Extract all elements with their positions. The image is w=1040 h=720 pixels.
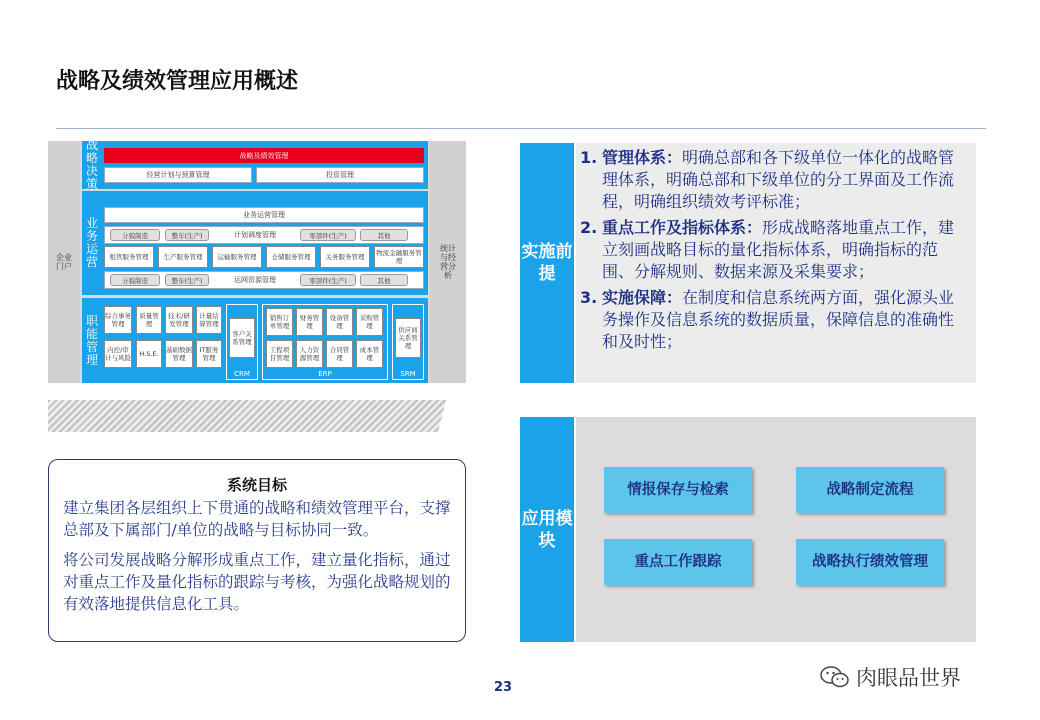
system-goal-title: 系统目标 (226, 476, 287, 494)
modules-panel (576, 417, 976, 642)
band-strategy-label: 战略决策 (85, 138, 98, 191)
module-execution-performance[interactable]: 战略执行绩效管理 (796, 539, 944, 585)
premise-item-text: 在制度和信息系统两方面，强化源头业务操作及信息系统的数据质量，保障信息的准确性和及时性； (602, 288, 955, 351)
row1-item: 计划调度管理 (214, 229, 296, 241)
erp-item: 设备管理 (326, 308, 353, 336)
hatched-divider (48, 400, 446, 432)
erp-item: 销售订单管理 (266, 308, 293, 336)
premise-item-head: 管理体系： (602, 148, 683, 167)
row1-item: 整车(生产) (165, 229, 209, 241)
row1-item: 分貌制造 (110, 229, 160, 241)
func-item: 内控/审计与风险 (104, 340, 132, 368)
erp-label: ERP (318, 370, 332, 378)
wechat-icon (820, 665, 850, 689)
erp-item: 人力资源管理 (296, 340, 323, 368)
crm-label: CRM (234, 370, 250, 378)
row2-item: 关务服务管理 (320, 246, 370, 268)
modules-tag: 应用模块 (520, 417, 574, 642)
premise-item (580, 147, 966, 213)
biz-ops-box: 业务运营管理 (104, 207, 424, 223)
func-item: 技术/研发管理 (165, 306, 193, 334)
module-key-work-tracking[interactable]: 重点工作跟踪 (604, 539, 752, 585)
system-goal-paragraph: 建立集团各层组织上下贯通的战略和绩效管理平台，支撑总部及下属部门/单位的战略与目标协同一致。 (63, 499, 451, 539)
erp-item: 财务管理 (296, 308, 323, 336)
row3-item: 分貌制造 (110, 274, 160, 286)
premise-item-head: 重点工作及指标体系： (602, 218, 763, 237)
band-operations-label: 业务运营 (85, 216, 98, 269)
system-goal-box (48, 459, 466, 642)
page-number: 23 (494, 680, 513, 695)
func-item: 质量管理 (136, 306, 162, 334)
crm-box: 客户关系管理 (229, 318, 255, 358)
page-title: 战略及绩效管理应用概述 (56, 69, 299, 94)
row3-item: 运网资源管理 (214, 274, 296, 286)
premise-item-text: 明确总部和各下级单位一体化的战略管理体系，明确总部和下级单位的分工界面及工作流程，明确组织绩效考评标准； (602, 148, 955, 211)
row2-item: 物流金融服务管理 (374, 246, 424, 268)
watermark-text: 肉眼品世界 (856, 666, 961, 690)
erp-item: 采购管理 (356, 308, 383, 336)
invest-box: 投资管理 (256, 167, 424, 183)
srm-box: 供应商关系管理 (395, 318, 421, 358)
stats-label: 统计与经营分析 (440, 244, 456, 280)
portal-label: 企业门户 (56, 253, 72, 271)
func-item: 综合事务管理 (104, 306, 132, 334)
stats-column (430, 141, 466, 383)
premise-item (580, 287, 966, 353)
func-item: 基础数据管理 (165, 340, 193, 368)
premise-item-text: 形成战略落地重点工作，建立刻画战略目标的量化指标体系，明确指标的范围、分解规则、数据来源及采集要求； (602, 218, 955, 281)
plan-budget-box: 经营计划与预算管理 (104, 167, 252, 183)
band-functions-label: 职能管理 (85, 313, 98, 367)
premise-item-num: 2. (580, 218, 598, 237)
row1-item: 零部件(生产) (300, 229, 356, 241)
title-divider (56, 128, 986, 129)
row3-item: 整车(生产) (165, 274, 209, 286)
strategy-performance-bar: 战略及绩效管理 (104, 148, 424, 163)
watermark (820, 662, 961, 692)
premise-item-head: 实施保障： (602, 288, 683, 307)
module-strategy-formulation[interactable]: 战略制定流程 (796, 467, 944, 513)
module-intel-retrieval[interactable]: 情报保存与检索 (604, 467, 752, 513)
srm-label: SRM (400, 370, 416, 378)
erp-item: 工程项目管理 (266, 340, 293, 368)
row2-item: 运输服务管理 (212, 246, 262, 268)
row1-item: 其他 (360, 229, 408, 241)
row2-item: 生产服务管理 (158, 246, 208, 268)
system-goal-paragraph: 将公司发展战略分解形成重点工作，建立量化指标，通过对重点工作及量化指标的跟踪与考核，为强化战略规划的有效落地提供信息化工具。 (63, 551, 451, 613)
premise-panel (576, 143, 976, 383)
portal-column (48, 141, 80, 383)
erp-item: 合同管理 (326, 340, 353, 368)
premise-item-num: 3. (580, 288, 598, 307)
row2-item: 仓储服务管理 (266, 246, 316, 268)
premise-item (580, 217, 966, 283)
row3-item: 其他 (360, 274, 408, 286)
erp-item: 成本管理 (356, 340, 383, 368)
func-item: IT服务管理 (196, 340, 222, 368)
func-item: 计量结算管理 (196, 306, 222, 334)
func-item: H.S.E. (136, 340, 162, 368)
row3-item: 零部件(生产) (300, 274, 356, 286)
row2-item: 租管服务管理 (104, 246, 154, 268)
premise-item-num: 1. (580, 148, 598, 167)
premise-tag: 实施前提 (520, 143, 574, 383)
